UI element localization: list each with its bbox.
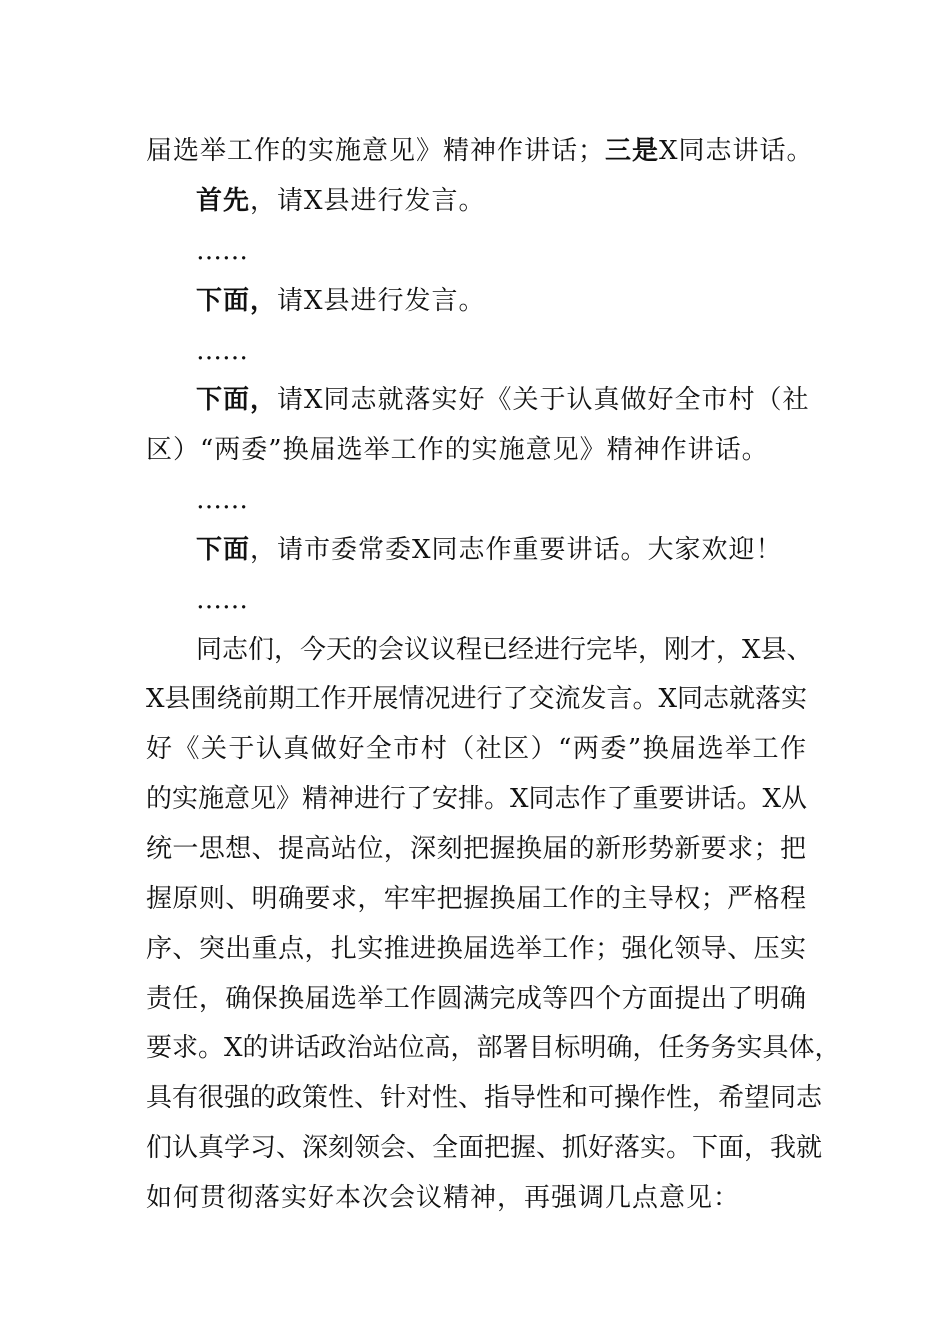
ellipsis-line: ……: [196, 236, 248, 266]
bold-run: 下面，: [196, 286, 278, 316]
paragraph-line: 如何贯彻落实好本次会议精神，再强调几点意见：: [146, 1183, 741, 1213]
text-run: 届选举工作的实施意见》精神作讲话；: [146, 136, 606, 166]
text-line: [196, 530, 783, 570]
paragraph-line: X县围绕前期工作开展情况进行了交流发言。X同志就落实: [146, 684, 808, 714]
text-run: ，请X县进行发言。: [250, 186, 486, 216]
paragraph-line: 握原则、明确要求，牢牢把握换届工作的主导权；严格程: [146, 884, 806, 914]
text-line: [196, 181, 486, 221]
text-run: 请X县进行发言。: [277, 286, 486, 316]
paragraph-line: 序、突出重点，扎实推进换届选举工作；强化领导、压实: [146, 934, 806, 964]
paragraph-line: 责任，确保换届选举工作圆满完成等四个方面提出了明确: [146, 984, 806, 1014]
paragraph-line: 同志们，今天的会议议程已经进行完毕，刚才，X县、: [196, 635, 813, 665]
paragraph-line: 具有很强的政策性、针对性、指导性和可操作性，希望同志: [146, 1083, 823, 1113]
bold-run: 下面，: [196, 385, 278, 415]
bold-run: 下面: [196, 535, 251, 565]
text-line: 区）“两委”换届选举工作的实施意见》精神作讲话。: [146, 435, 769, 465]
text-run: 请X同志就落实好《关于认真做好全市村（社: [277, 385, 810, 415]
text-line: [196, 281, 486, 321]
paragraph-line: 的实施意见》精神进行了安排。X同志作了重要讲话。X从: [146, 784, 808, 814]
paragraph-line: 统一思想、提高站位，深刻把握换届的新形势新要求；把: [146, 834, 806, 864]
text-run: ，请市委常委X同志作重要讲话。大家欢迎！: [250, 535, 783, 565]
paragraph-line: 要求。X的讲话政治站位高，部署目标明确，任务务实具体，: [146, 1033, 841, 1063]
ellipsis-line: ……: [196, 485, 248, 515]
text-line: [196, 380, 810, 420]
paragraph-line: 们认真学习、深刻领会、全面把握、抓好落实。下面，我就: [146, 1133, 823, 1163]
ellipsis-line: ……: [196, 336, 248, 366]
bold-run: 首先: [196, 186, 251, 216]
bold-run: 三是: [605, 136, 660, 166]
text-run: X同志讲话。: [659, 136, 814, 166]
text-line: [146, 131, 814, 171]
paragraph-line: 好《关于认真做好全市村（社区）“两委”换届选举工作: [146, 734, 806, 764]
ellipsis-line: ……: [196, 585, 248, 615]
